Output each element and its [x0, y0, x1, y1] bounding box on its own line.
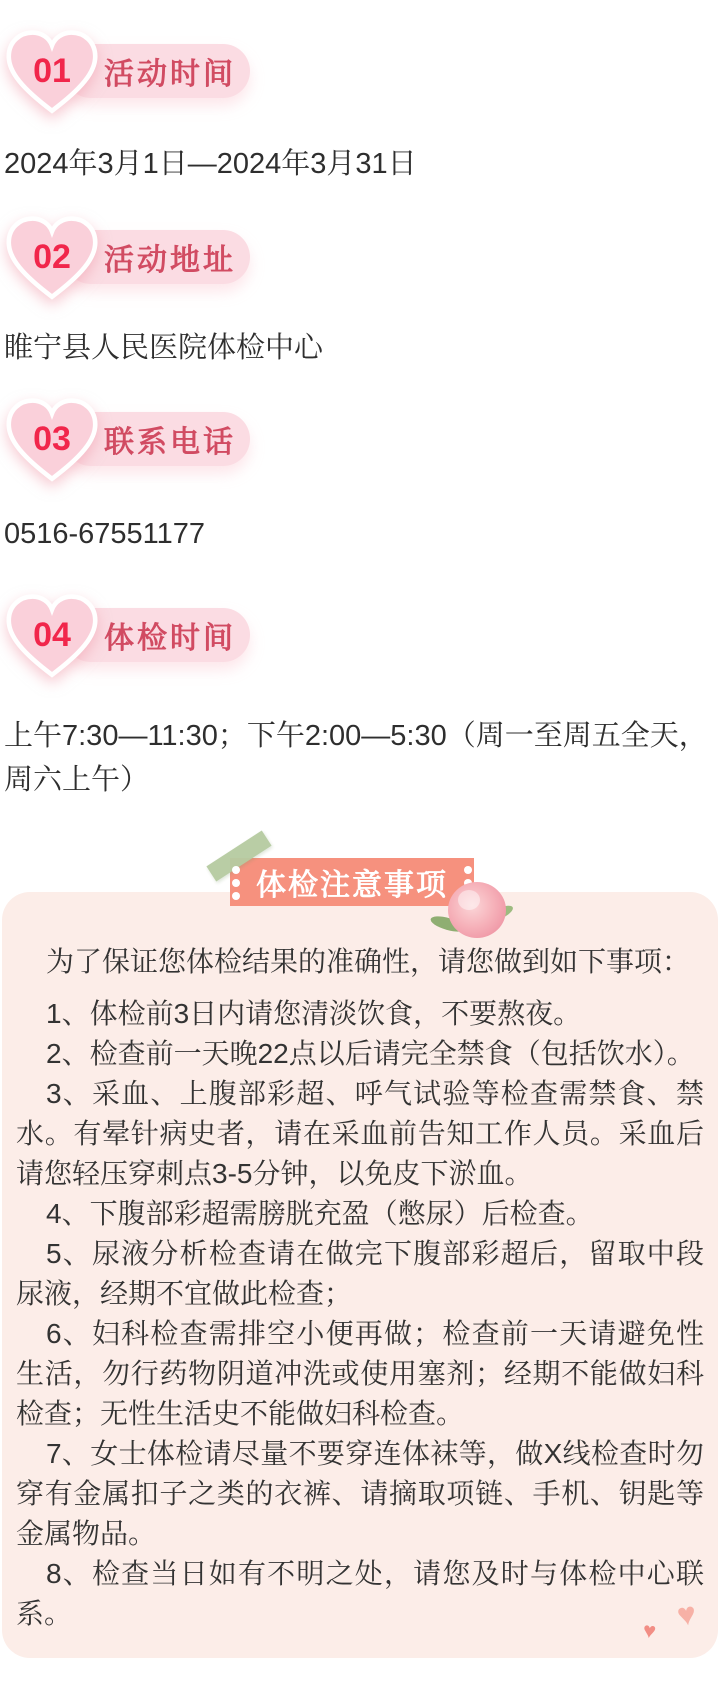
section-content-activity-address: 睢宁县人民医院体检中心: [4, 332, 324, 364]
section-number: 02: [33, 238, 71, 276]
notice-item: 8、检查当日如有不明之处，请您及时与体检中心联系。: [16, 1558, 704, 1629]
notice-item: 7、女士体检请尽量不要穿连体袜等，做X线检查时勿穿有金属扣子之类的衣裤、请摘取项链、手机、钥匙等金属物品。: [16, 1438, 704, 1549]
section-number: 03: [33, 420, 71, 458]
perforation-dots-icon: [232, 866, 240, 874]
section-title: 活动地址: [104, 244, 236, 277]
section-content-checkup-time: 上午7:30—11:30；下午2:00—5:30（周一至周五全天，周六上午）: [4, 720, 708, 796]
notice-item: 4、下腹部彩超需膀胱充盈（憋尿）后检查。: [46, 1198, 594, 1229]
section-title: 体检时间: [104, 622, 236, 655]
section-header-checkup-time: [6, 594, 720, 678]
carnation-flower-icon: [448, 882, 506, 938]
section-title: 活动时间: [104, 58, 236, 91]
section-number: 01: [33, 52, 71, 90]
section-title: 联系电话: [104, 426, 236, 459]
notice-banner: [230, 858, 474, 906]
section-header-contact-phone: [6, 398, 720, 482]
notice-box: [2, 892, 718, 1658]
notice-banner-title: 体检注意事项: [256, 869, 448, 902]
section-header-activity-time: [6, 30, 720, 114]
notice-intro: 为了保证您体检结果的准确性，请您做到如下事项：: [46, 946, 691, 977]
perforation-dots-icon: [464, 866, 472, 874]
article-page: [0, 30, 720, 1682]
notice-item: 5、尿液分析检查请在做完下腹部彩超后，留取中段尿液，经期不宜做此检查；: [16, 1238, 704, 1309]
notice-item: 1、体检前3日内请您清淡饮食，不要熬夜。: [46, 998, 582, 1029]
section-content-activity-time: 2024年3月1日—2024年3月31日: [4, 148, 417, 180]
section-number: 04: [33, 616, 71, 654]
section-header-activity-address: [6, 216, 720, 300]
notice-item: 3、采血、上腹部彩超、呼气试验等检查需禁食、禁水。有晕针病史者，请在采血前告知工作人员。采血后请您轻压穿刺点3-5分钟，以免皮下淤血。: [16, 1078, 704, 1189]
section-content-contact-phone: 0516-67551177: [4, 518, 206, 550]
notice-item: 2、检查前一天晚22点以后请完全禁食（包括饮水）。: [46, 1038, 695, 1069]
notice-item: 6、妇科检查需排空小便再做；检查前一天请避免性生活，勿行药物阴道冲洗或使用塞剂；经期不能做妇科检查；无性生活史不能做妇科检查。: [16, 1318, 704, 1429]
hearts-icon: ♥ ♥: [641, 1594, 699, 1644]
